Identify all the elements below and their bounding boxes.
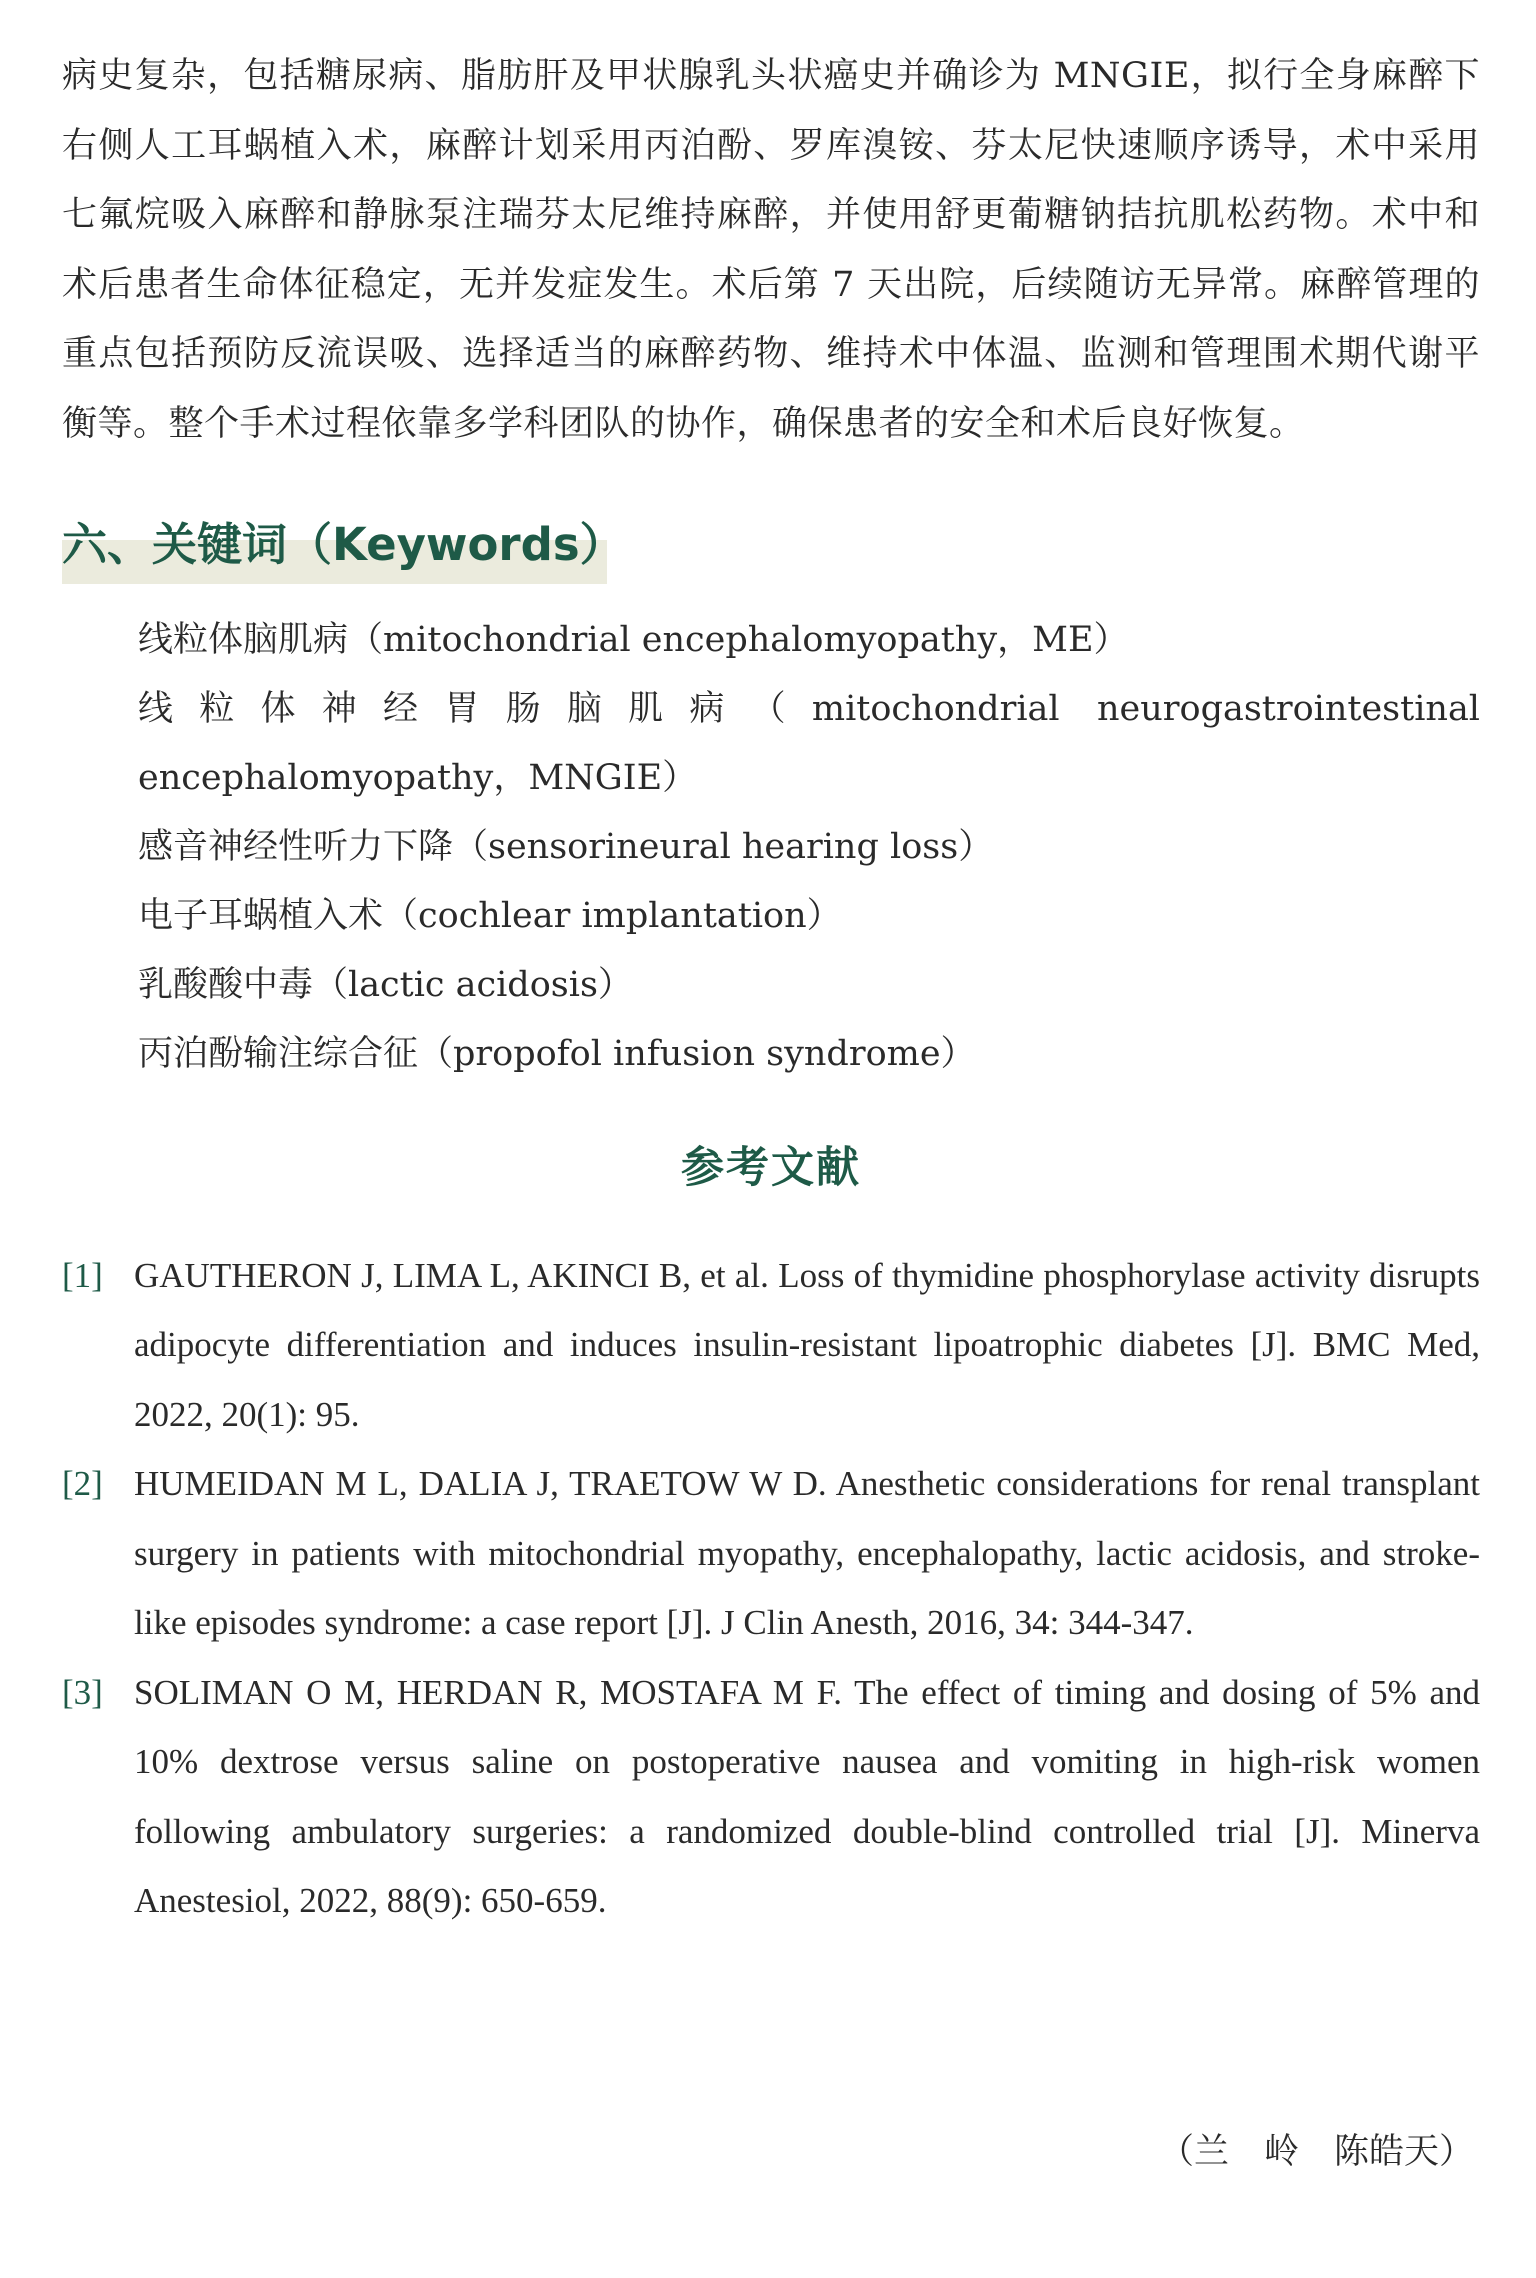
reference-text: GAUTHERON J, LIMA L, AKINCI B, et al. Loss of thymidine phosphorylase activity disrupts adipocyte differentiation and induces insulin-resistant lipoatrophic diabetes [J]. BMC Med, 2022, 20(1): 95.	[134, 1255, 1480, 1434]
keywords-heading-text: 六、关键词（Keywords）	[62, 517, 625, 571]
reference-text: SOLIMAN O M, HERDAN R, MOSTAFA M F. The effect of timing and dosing of 5% and 10% dextrose versus saline on postoperative nausea and vomiting in high-risk women following ambulatory surgeries: a randomized double-blind controlled trial [J]. Minerva Anestesiol, 2022, 88(9): 650-659.	[134, 1672, 1480, 1921]
keyword-item: 线粒体神经胃肠脑肌病（mitochondrial neurogastrointestinal encephalomyopathy，MNGIE）	[138, 688, 1480, 798]
reference-item	[62, 1658, 1480, 1936]
reference-number: [1]	[62, 1255, 103, 1295]
keyword-item: 线粒体脑肌病（mitochondrial encephalomyopathy，ME）	[138, 619, 1129, 660]
reference-text: HUMEIDAN M L, DALIA J, TRAETOW W D. Anesthetic considerations for renal transplant surgery in patients with mitochondrial myopathy, encephalopathy, lactic acidosis, and stroke-like episodes syndrome: a case report [J]. J Clin Anesth, 2016, 34: 344-347.	[134, 1464, 1480, 1643]
keyword-item: 乳酸酸中毒（lactic acidosis）	[138, 964, 633, 1005]
keyword-item: 丙泊酚输注综合征（propofol infusion syndrome）	[138, 1033, 976, 1074]
document-page	[62, 42, 1480, 1936]
reference-number: [2]	[62, 1464, 103, 1504]
references-list	[62, 1241, 1480, 1936]
intro-paragraph: 病史复杂，包括糖尿病、脂肪肝及甲状腺乳头状癌史并确诊为 MNGIE，拟行全身麻醉下右侧人工耳蜗植入术，麻醉计划采用丙泊酚、罗库溴铵、芬太尼快速顺序诱导，术中采用七氟烷吸入麻醉和静脉泵注瑞芬太尼维持麻醉，并使用舒更葡糖钠拮抗肌松药物。术中和术后患者生命体征稳定，无并发症发生。术后第 7 天出院，后续随访无异常。麻醉管理的重点包括预防反流误吸、选择适当的麻醉药物、维持术中体温、监测和管理围术期代谢平衡等。整个手术过程依靠多学科团队的协作，确保患者的安全和术后良好恢复。	[62, 56, 1480, 444]
keyword-item: 电子耳蜗植入术（cochlear implantation）	[138, 895, 842, 936]
reference-number: [3]	[62, 1672, 103, 1712]
keyword-item: 感音神经性听力下降（sensorineural hearing loss）	[138, 826, 994, 867]
reference-item	[62, 1449, 1480, 1658]
keywords-list	[62, 606, 1480, 1089]
author-signature: （兰 岭 陈皓天）	[1158, 2132, 1474, 2172]
keywords-heading	[62, 512, 1480, 582]
reference-item	[62, 1241, 1480, 1450]
references-heading: 参考文献	[681, 1142, 861, 1193]
